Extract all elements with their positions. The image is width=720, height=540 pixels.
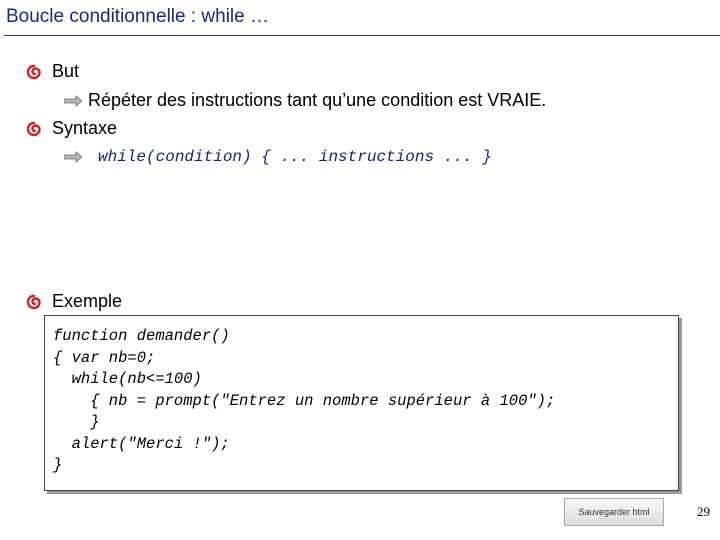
swirl-bullet-icon (26, 64, 42, 80)
code-line: { nb = prompt("Entrez un nombre supérieur à 100"); (53, 391, 556, 410)
arrow-bullet-icon (64, 151, 82, 163)
bullet-text-but: Répéter des instructions tant qu’une condition est VRAIE. (88, 90, 547, 110)
sub-bullet-but (64, 90, 546, 111)
code-line: } (53, 413, 100, 431)
code-line: alert("Merci !"); (53, 434, 230, 453)
bullet-exemple (26, 291, 122, 312)
page-title: Boucle conditionnelle : while … (6, 6, 269, 27)
swirl-bullet-icon (26, 294, 42, 310)
code-example-box (44, 315, 679, 491)
sub-bullet-syntaxe (64, 148, 492, 166)
code-line: function demander() (53, 327, 230, 345)
arrow-bullet-icon (64, 95, 82, 107)
code-line: { var nb=0; (53, 348, 156, 367)
bullet-label-exemple: Exemple (52, 291, 123, 311)
bullet-label-but: But (52, 61, 80, 81)
bullet-but (26, 61, 79, 82)
title-divider (4, 35, 720, 36)
code-line: while(nb<=100) (53, 370, 202, 388)
syntax-code: while(condition) { ... instructions ... } (98, 148, 492, 166)
swirl-bullet-icon (26, 121, 42, 137)
bullet-syntaxe (26, 118, 117, 139)
page-number: 29 (697, 504, 710, 519)
bullet-label-syntaxe: Syntaxe (52, 118, 118, 138)
save-html-button[interactable]: Sauvegarder html (564, 498, 664, 526)
code-line: } (53, 456, 63, 474)
